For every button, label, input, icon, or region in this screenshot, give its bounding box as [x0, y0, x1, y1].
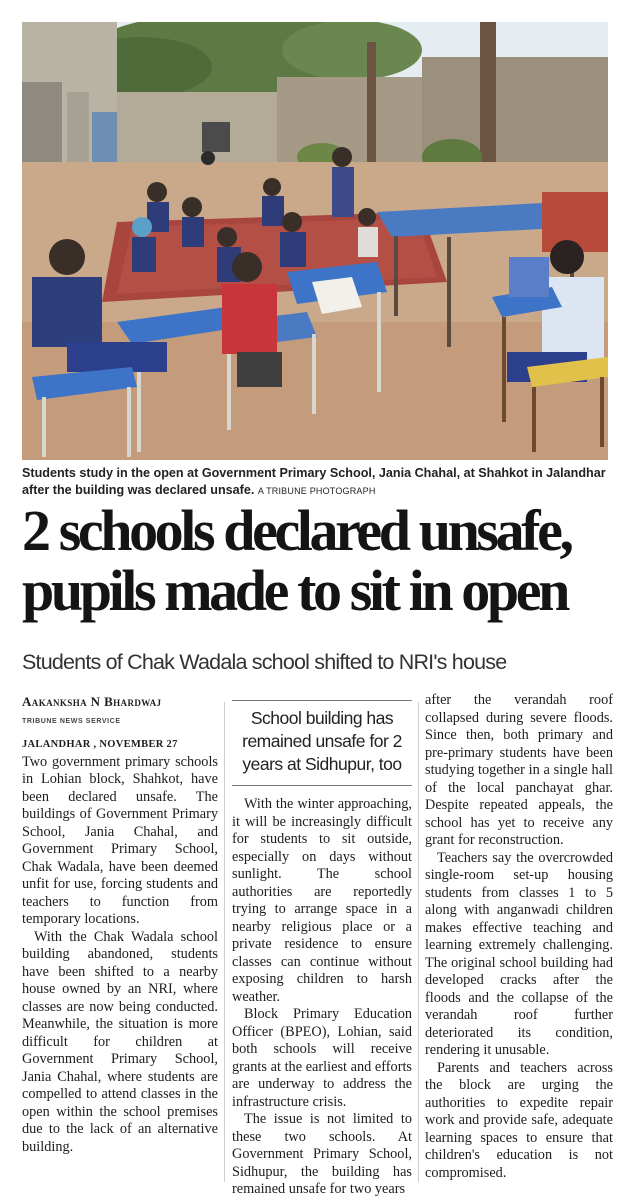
dateline: JALANDHAR , NOVEMBER 27	[22, 739, 178, 750]
article-paragraph: Teachers say the overcrowded single-room set-up housing students from classes 1 to 5 along with anganwadi children makes effective teaching and learning extremely challenging. The original school building had developed cracks after the floods and the collapse of the verandah roof further deteriorated its condition, rendering it unusable.	[425, 849, 613, 1058]
byline-service: TRIBUNE NEWS SERVICE	[22, 717, 121, 725]
article-column-1	[22, 692, 218, 1156]
article-paragraph: With the winter approaching, it will be increasingly difficult for students to sit outside, especially on days without sunlight. The school authorities are reportedly trying to arrange space in a nearby religious place or a private residence to ensure classes can continue without exposing children to harsh weather.	[232, 796, 412, 1005]
article-paragraph: Parents and teachers across the block are urging the authorities to expedite repair work and provide safe, adequate learning spaces to ensure that children's education is not compromised.	[425, 1059, 613, 1181]
article-column-3	[425, 692, 613, 1182]
headline	[22, 498, 622, 623]
headline-line-1: 2 schools declared unsafe,	[22, 498, 571, 563]
photo-caption	[22, 465, 612, 500]
news-photo	[22, 22, 608, 460]
photo-illustration	[22, 22, 608, 460]
caption-text: Students study in the open at Government Primary School, Jania Chahal, at Shahkot in Jalandhar after the building was declared unsafe.	[22, 466, 606, 497]
column-divider	[418, 702, 419, 1182]
article-paragraph: With the Chak Wadala school building abandoned, students have been shifted to a nearby house owned by an NRI, where classes are now being conducted. Meanwhile, the situation is more difficult for children at Government Primary School, Jania Chahal, where students are compelled to attend classes in the open within the school premises due to the lack of an alternative building.	[22, 928, 218, 1155]
standfirst: Students of Chak Wadala school shifted to NRI's house	[22, 650, 507, 674]
photo-credit: A TRIBUNE PHOTOGRAPH	[257, 486, 376, 496]
headline-line-2: pupils made to sit in open	[22, 558, 567, 623]
article-paragraph: after the verandah roof collapsed during severe floods. Since then, both primary and pre-primary students have been studying together in a single hall of the local panchayat ghar. Despite repeated appeals, the school has yet to receive any grant for reconstruction.	[425, 692, 613, 848]
byline-author: Aakanksha N Bhardwaj	[22, 694, 162, 709]
article-paragraph: Block Primary Education Officer (BPEO), Lohian, said both schools will receive grants at the earliest and efforts are underway to address the infrastructure crisis.	[232, 1006, 412, 1110]
column-divider	[224, 702, 225, 1182]
article-column-2	[232, 700, 412, 1199]
article-paragraph: The issue is not limited to these two schools. At Government Primary School, Sidhupur, the building has remained unsafe for two years	[232, 1111, 412, 1197]
pull-quote: School building has remained unsafe for 2 years at Sidhupur, too	[232, 700, 412, 786]
article-paragraph: Two government primary schools in Lohian block, Shahkot, have been declared unsafe. The buildings of Government Primary School, Jania Chahal, and Government Primary School, Chak Wadala, have been deemed unfit for use, forcing students and teachers to function from temporary locations.	[22, 753, 218, 927]
